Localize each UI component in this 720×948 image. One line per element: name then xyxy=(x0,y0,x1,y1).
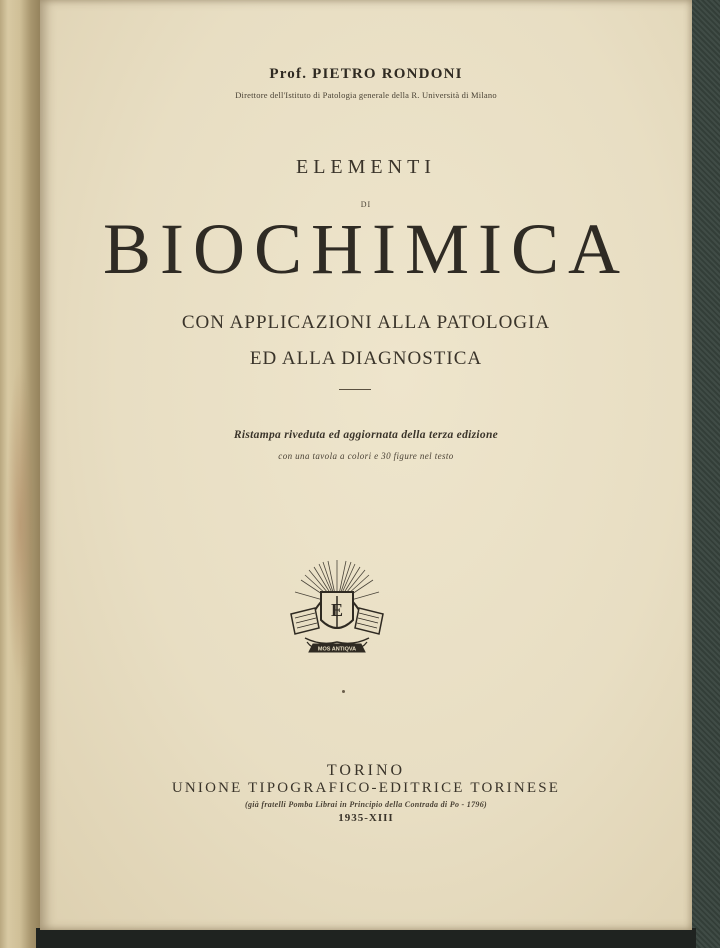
subtitle-line-1: CON APPLICAZIONI ALLA PATOLOGIA xyxy=(181,312,551,333)
subtitle-line-2: ED ALLA DIAGNOSTICA xyxy=(249,348,483,369)
title-divider xyxy=(339,389,371,390)
imprint-year: 1935-XIII xyxy=(338,812,394,824)
author-name: Prof. PIETRO RONDONI xyxy=(269,66,463,82)
author-role: Direttore dell'Istituto di Patologia generale della R. Università di Milano xyxy=(235,90,497,100)
paper-stain xyxy=(6,360,34,690)
publisher-emblem-icon xyxy=(285,558,389,662)
edition-statement: Ristampa riveduta ed aggiornata della terza edizione xyxy=(233,429,499,441)
imprint-note: (già fratelli Pomba Librai in Principio della Contrada di Po - 1796) xyxy=(245,800,487,809)
main-title: BIOCHIMICA xyxy=(102,209,629,289)
imprint-city: TORINO xyxy=(326,762,406,779)
pre-title: ELEMENTI xyxy=(296,156,436,178)
emblem-ribbon-text: MOS ANTIQVA xyxy=(317,646,357,653)
svg-text:E: E xyxy=(330,600,344,620)
background-cloth xyxy=(690,0,720,948)
ornament-dot xyxy=(342,690,345,693)
page-shadow xyxy=(36,928,696,948)
edition-note: con una tavola a colori e 30 figure nel testo xyxy=(278,451,454,461)
imprint-publisher: UNIONE TIPOGRAFICO-EDITRICE TORINESE xyxy=(171,780,561,796)
title-connector: DI xyxy=(360,200,372,209)
